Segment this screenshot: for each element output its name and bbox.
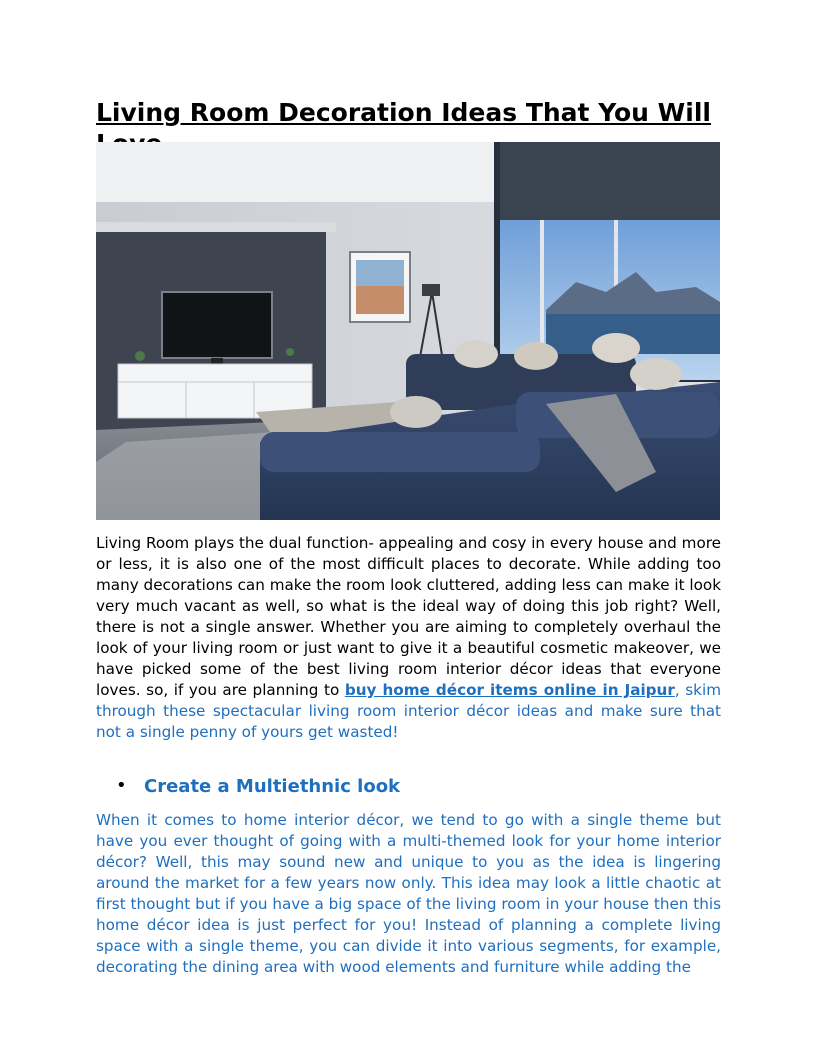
section-paragraph: When it comes to home interior décor, we tend to go with a single theme but have you ever thought of going with a multi-themed look for your home interior décor? Well, this may sound new and unique to you as the idea is lingering around the market for a few years now only. This idea may look a little chaotic at first thought but if you have a big space of the living room in your house then this home décor idea is just perfect for you! Instead of planning a complete living space with a single theme, you can divide it into various segments, for example, decorating the dining area with wood elements and furniture while adding the (96, 811, 721, 976)
buy-home-decor-link[interactable]: buy home décor items online in Jaipur (344, 681, 675, 699)
living-room-illustration (96, 142, 720, 520)
page-title: Living Room Decoration Ideas That You Will (96, 98, 711, 127)
section-heading: Create a Multiethnic look (144, 776, 401, 797)
document-page (96, 0, 721, 1056)
section-heading-row (96, 774, 721, 800)
intro-text: Living Room plays the dual function- appealing and cosy in every house and more or less, it is also one of the most difficult places to decorate. While adding too many decorations can make the room look cluttered, adding less can make it look very much vacant as well, so what is the ideal way of doing this job right? Well, there is not a single answer. Whether you are aiming to completely overhaul the look of your living room or just want to give it a beautiful cosmetic makeover, we have picked some of the best living room interior décor ideas that everyone loves. so, if you are planning to (96, 534, 721, 699)
intro-paragraph (96, 533, 721, 743)
living-room-photo (96, 142, 720, 520)
bullet-icon: • (116, 775, 127, 796)
intro-text-continued: , skim through these spectacular living room interior décor ideas and make sure that not a single penny of yours get wasted! (96, 681, 721, 741)
